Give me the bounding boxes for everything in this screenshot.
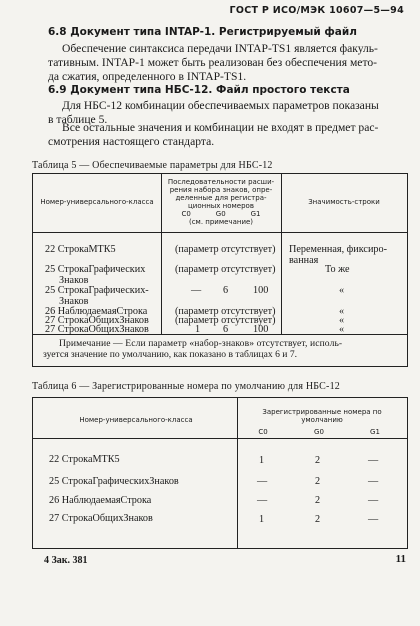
- section-6-8-paragraph: [48, 42, 388, 84]
- section-6-8-heading: 6.8 Документ типа INTAP-1. Регистрируемый файл: [48, 26, 357, 38]
- table-6: [32, 397, 408, 549]
- table-row: [45, 264, 145, 275]
- row-number: 26: [49, 495, 60, 506]
- note-line: зуется значение по умолчанию, как показано в таблицах 6 и 7.: [43, 349, 298, 360]
- column-divider: [161, 174, 162, 334]
- row-name: СтрокаГрафическихЗнаков: [61, 476, 179, 487]
- row-significance: «: [339, 285, 345, 296]
- row-number: 25: [45, 264, 56, 275]
- row-significance-cont: ванная: [289, 255, 319, 266]
- row-g1: —: [368, 495, 379, 506]
- row-name: СтрокаГрафических: [57, 264, 146, 275]
- row-number: 27: [45, 324, 56, 335]
- header-line: Зарегистрированные номера по: [262, 408, 382, 416]
- header-line: умолчанию: [301, 416, 343, 424]
- text-line: Для НБС-12 комбинации обеспечиваемых параметров показаны: [62, 99, 379, 112]
- row-params: (параметр отсутствует): [175, 244, 276, 255]
- column-header-escape-sequences: [163, 178, 279, 226]
- row-number: 22: [49, 454, 60, 465]
- row-params: (параметр отсутствует): [175, 264, 276, 275]
- row-name: НаблюдаемаяСтрока: [61, 495, 152, 506]
- table-row: [49, 513, 153, 524]
- row-significance: То же: [325, 264, 350, 275]
- row-name-cont: Знаков: [59, 275, 89, 286]
- subheader-g0: G0: [215, 210, 226, 218]
- table-5: [32, 173, 408, 367]
- row-significance: Переменная, фиксиро-: [289, 244, 387, 255]
- text-line: Все остальные значения и комбинации не входят в предмет рас-: [62, 121, 379, 134]
- row-param-g0: 6: [223, 324, 229, 335]
- row-significance: «: [339, 315, 345, 326]
- column-header-default-numbers: [239, 408, 405, 424]
- column-header-class-number: Номер-универсального-класса: [79, 416, 193, 424]
- header-divider: [33, 438, 407, 439]
- row-number: 27: [45, 315, 56, 326]
- text-line: Обеспечение синтаксиса передачи INTAP-TS1 является факуль-: [62, 42, 378, 55]
- row-number: 26: [45, 306, 56, 317]
- row-g1: —: [368, 476, 379, 487]
- row-param-g0: 6: [223, 285, 229, 296]
- text-line: смотрения настоящего стандарта.: [48, 135, 215, 148]
- column-header-string-significance: Значимость-строки: [308, 198, 380, 206]
- column-divider: [281, 174, 282, 334]
- row-name: СтрокаОбщихЗнаков: [61, 513, 153, 524]
- header-note: (см. примечание): [188, 218, 254, 226]
- row-g0: 2: [315, 495, 321, 506]
- row-number: 27: [49, 513, 60, 524]
- subheader-g1: G1: [370, 428, 380, 436]
- text-line: да сжатия, определенного в INTAP-TS1.: [48, 70, 247, 83]
- row-params: (параметр отсутствует): [175, 315, 276, 326]
- table-5-note: [43, 338, 401, 360]
- table-6-caption: Таблица 6 — Зарегистрированные номера по умолчанию для НБС-12: [32, 381, 340, 392]
- row-name-cont: Знаков: [59, 296, 89, 307]
- header-line: Последовательности расши-: [167, 178, 275, 186]
- print-order-mark: 4 Зак. 381: [44, 555, 88, 566]
- subheader-g1: G1: [250, 210, 261, 218]
- row-name: СтрокаГрафических-: [57, 285, 149, 296]
- note-line: Примечание — Если параметр «набор-знаков» отсутствует, исполь-: [59, 338, 343, 349]
- header-divider: [33, 232, 407, 233]
- column-header-class-number: Номер-универсального-класса: [40, 198, 154, 206]
- row-param-g1: 100: [253, 324, 269, 335]
- table-row: [45, 285, 149, 296]
- row-name: СтрокаОбщихЗнаков: [57, 324, 149, 335]
- table-row: [49, 476, 179, 487]
- subheader-g0: G0: [314, 428, 324, 436]
- subheader-c0: C0: [258, 428, 268, 436]
- row-name: СтрокаМТК5: [57, 244, 116, 255]
- text-line: тативным. INTAP-1 может быть реализован без обеспечения мето-: [48, 56, 378, 69]
- table-row: [45, 244, 116, 255]
- row-g1: —: [368, 455, 379, 466]
- row-g0: 2: [315, 476, 321, 487]
- row-number: 25: [49, 476, 60, 487]
- column-divider: [237, 398, 238, 548]
- row-c0: 1: [259, 514, 265, 525]
- row-name: НаблюдаемаяСтрока: [57, 306, 148, 317]
- row-param-g1: 100: [253, 285, 269, 296]
- document-header: ГОСТ Р ИСО/МЭК 10607—5—94: [229, 5, 404, 16]
- row-g0: 2: [315, 514, 321, 525]
- header-line: деленные для регистра-: [175, 194, 267, 202]
- row-significance: «: [339, 324, 345, 335]
- section-6-9-paragraph-2: [48, 121, 388, 149]
- row-c0: —: [257, 476, 268, 487]
- row-significance: «: [339, 306, 345, 317]
- row-number: 25: [45, 285, 56, 296]
- table-row: [49, 495, 151, 506]
- row-param-c0: —: [191, 285, 202, 296]
- row-g0: 2: [315, 455, 321, 466]
- header-line: ционных номеров: [188, 202, 254, 210]
- row-name: СтрокаОбщихЗнаков: [57, 315, 149, 326]
- row-params: (параметр отсутствует): [175, 306, 276, 317]
- table-5-caption: Таблица 5 — Обеспечиваемые параметры для НБС-12: [32, 160, 273, 171]
- row-name: СтрокаМТК5: [61, 454, 120, 465]
- row-param-c0: 1: [195, 324, 201, 335]
- row-c0: —: [257, 495, 268, 506]
- section-6-9-heading: 6.9 Документ типа НБС-12. Файл простого текста: [48, 84, 350, 96]
- header-line: рения набора знаков, опре-: [169, 186, 273, 194]
- page-number: 11: [395, 553, 406, 565]
- text-line: в таблице 5.: [48, 113, 108, 126]
- row-c0: 1: [259, 455, 265, 466]
- table-row: [49, 454, 120, 465]
- row-number: 22: [45, 244, 56, 255]
- subheader-c0: C0: [181, 210, 191, 218]
- row-g1: —: [368, 514, 379, 525]
- table-row: [45, 324, 149, 335]
